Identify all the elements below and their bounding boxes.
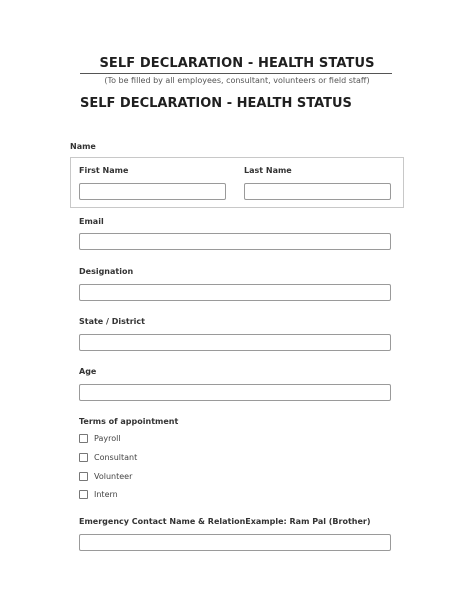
last-name-label: Last Name xyxy=(244,166,292,175)
title-divider xyxy=(80,73,392,74)
option-label: Volunteer xyxy=(94,471,133,481)
checkbox[interactable] xyxy=(79,453,88,462)
option-label: Payroll xyxy=(94,433,121,443)
name-group-label: Name xyxy=(70,142,96,151)
document-title: SELF DECLARATION - HEALTH STATUS xyxy=(99,56,375,71)
first-name-label: First Name xyxy=(79,166,129,175)
state-district-label: State / District xyxy=(79,317,145,326)
designation-label: Designation xyxy=(79,267,134,276)
email-label: Email xyxy=(79,217,104,226)
form-title: SELF DECLARATION - HEALTH STATUS xyxy=(80,96,352,111)
option-label: Consultant xyxy=(94,452,138,462)
terms-option-consultant[interactable] xyxy=(79,451,137,463)
last-name-input[interactable] xyxy=(244,183,391,200)
first-name-input[interactable] xyxy=(79,183,226,200)
terms-option-payroll[interactable] xyxy=(79,432,121,444)
emergency-contact-label: Emergency Contact Name & RelationExample: Ram Pal (Brother) xyxy=(79,517,371,526)
designation-input[interactable] xyxy=(79,284,391,301)
document-subtitle: (To be filled by all employees, consultant, volunteers or field staff) xyxy=(104,76,370,85)
checkbox[interactable] xyxy=(79,490,88,499)
terms-of-appointment-label: Terms of appointment xyxy=(79,417,179,426)
terms-option-volunteer[interactable] xyxy=(79,470,132,482)
emergency-contact-input[interactable] xyxy=(79,534,391,551)
checkbox[interactable] xyxy=(79,472,88,481)
age-input[interactable] xyxy=(79,384,391,401)
checkbox[interactable] xyxy=(79,434,88,443)
age-label: Age xyxy=(79,367,97,376)
terms-option-intern[interactable] xyxy=(79,488,118,500)
state-district-input[interactable] xyxy=(79,334,391,351)
option-label: Intern xyxy=(94,489,118,499)
email-input[interactable] xyxy=(79,233,391,250)
